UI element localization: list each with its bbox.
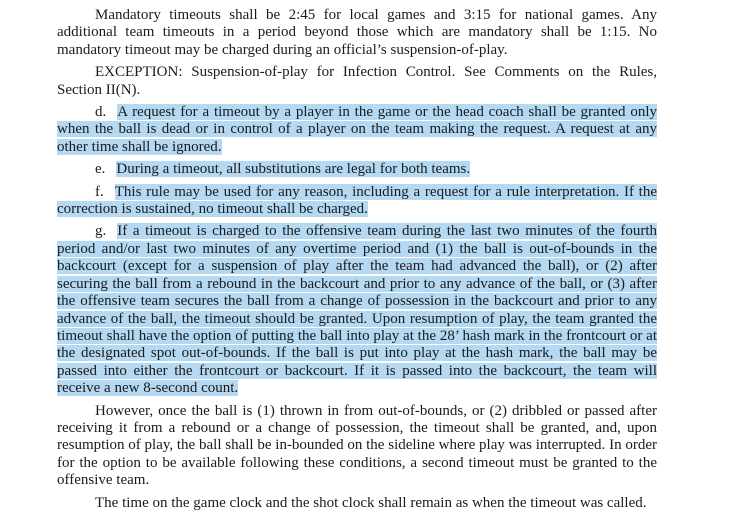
- paragraph: [57, 495, 657, 512]
- list-letter-label: d.: [95, 104, 107, 121]
- paragraph: [57, 64, 657, 99]
- lettered-list-paragraph: [57, 161, 657, 178]
- body-text: However, once the ball is (1) thrown in from out-of-bounds, or (2) dribbled or passed after receiving it from a rebound or a change of possession, the timeout shall be granted, and, upon resumption of play, the ball shall be in-bounded on the sideline where play was interrupted. In order for the option to be available following these conditions, a second timeout must be granted to the offensive team.: [57, 402, 657, 489]
- body-text: EXCEPTION: Suspension-of-play for Infection Control. See Comments on the Rules, Section II(N).: [57, 64, 657, 98]
- body-text: Mandatory timeouts shall be 2:45 for local games and 3:15 for national games. Any additional team timeouts in a period beyond those which are mandatory shall be 1:15. No mandatory timeout may be charged during an official’s suspension-of-play.: [57, 7, 657, 58]
- body-text: The time on the game clock and the shot clock shall remain as when the timeout was called.: [95, 494, 647, 511]
- list-letter-label: e.: [95, 161, 106, 178]
- list-letter-label: g.: [95, 223, 107, 240]
- lettered-list-paragraph: [57, 184, 657, 219]
- lettered-list-paragraph: [57, 104, 657, 156]
- paragraph: [57, 403, 657, 490]
- rulebook-text-block: [57, 7, 657, 512]
- selection-highlighted-text: During a timeout, all substitutions are legal for both teams.: [116, 161, 471, 178]
- selection-highlighted-text: A request for a timeout by a player in the game or the head coach shall be granted only when the ball is dead or in control of a player on the team making the request. A request at any other time shall be ignored.: [57, 104, 657, 155]
- paragraph: [57, 7, 657, 59]
- lettered-list-paragraph: [57, 223, 657, 397]
- list-letter-label: f.: [95, 183, 104, 200]
- selection-highlighted-text: This rule may be used for any reason, including a request for a rule interpretation. If the correction is sustained, no timeout shall be charged.: [57, 183, 657, 218]
- selection-highlighted-text: If a timeout is charged to the offensive team during the last two minutes of the fourth period and/or last two minutes of any overtime period and (1) the ball is out-of-bounds in the backcourt (except for a suspension of play after the team had advanced the ball), or (2) after securing the ball from a rebound in the backcourt and prior to any advance of the ball, or (3) after the offensive team secures the ball from a change of possession in the backcourt and prior to any advance of the ball, the timeout should be granted. Upon resumption of play, the team granted the timeout shall have the option of putting the ball into play at the 28’ hash mark in the frontcourt or at the designated spot out-of-bounds. If the ball is put into play at the hash mark, the ball may be passed into either the frontcourt or backcourt. If it is passed into the backcourt, the team will receive a new 8-second count.: [57, 223, 657, 397]
